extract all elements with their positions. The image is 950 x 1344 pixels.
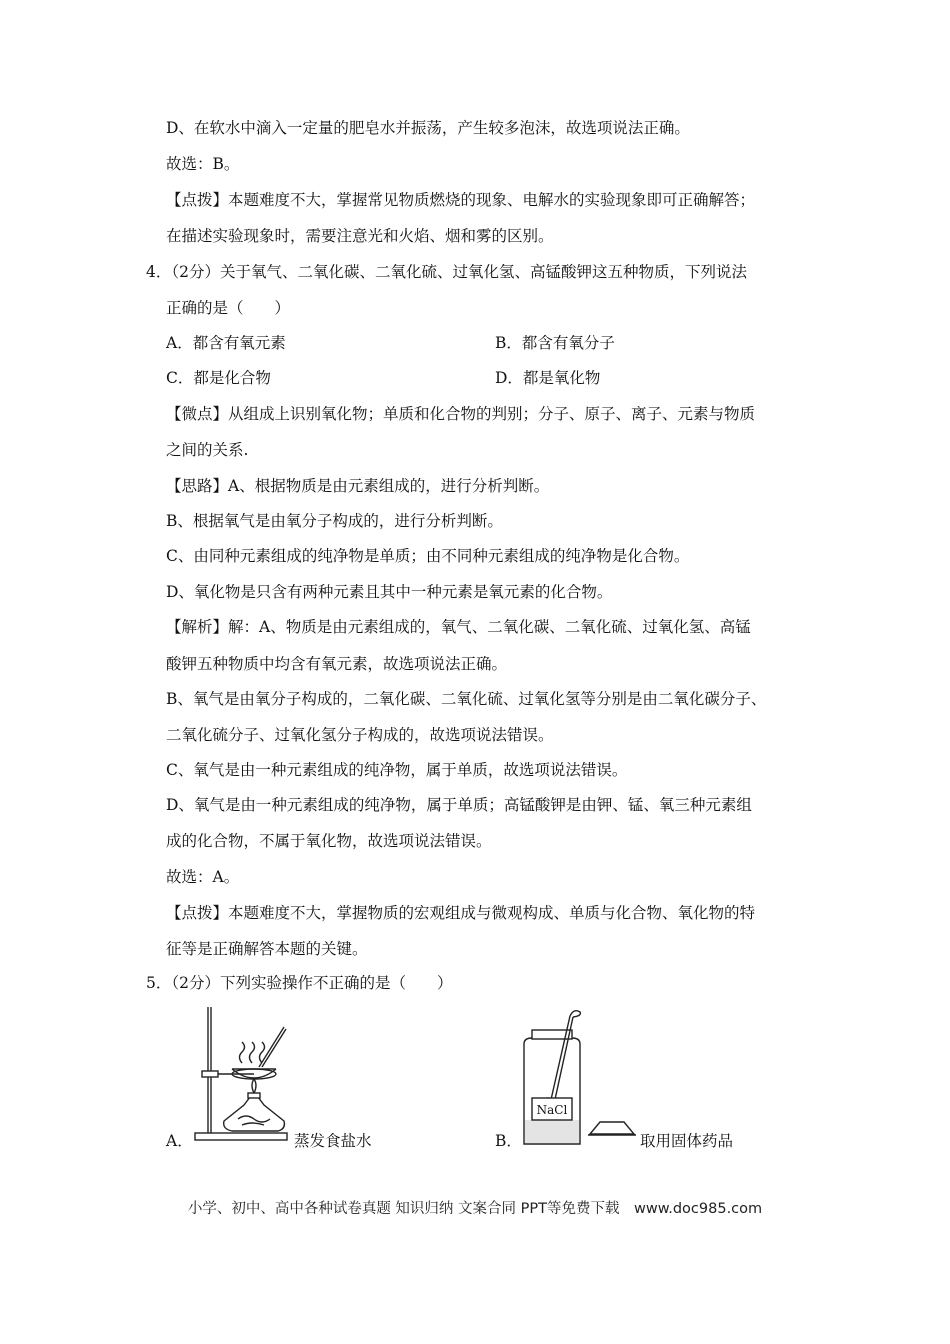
q3-tip-line1: 【点拨】本题难度不大，掌握常见物质燃烧的现象、电解水的实验现象即可正确解答； bbox=[166, 191, 756, 209]
q4-solution-line5: C、氧气是由一种元素组成的纯净物，属于单质，故选项说法错误。 bbox=[166, 761, 628, 779]
q4-tip-line1: 【点拨】本题难度不大，掌握物质的宏观组成与微观构成、单质与化合物、氧化物的特 bbox=[166, 904, 756, 922]
q4-stem-line1: 4．（2分）关于氧气、二氧化碳、二氧化硫、过氧化氢、高锰酸钾这五种物质，下列说法 bbox=[146, 263, 747, 281]
q3-tip-line2: 在描述实验现象时，需要注意光和火焰、烟和雾的区别。 bbox=[166, 227, 554, 245]
q4-option-a: A．都含有氧元素 bbox=[166, 334, 286, 352]
q4-answer: 故选：A。 bbox=[166, 868, 240, 886]
q4-point-line1: 【微点】从组成上识别氧化物；单质和化合物的判别；分子、原子、离子、元素与物质 bbox=[166, 405, 756, 423]
q4-idea-line4: D、氧化物是只含有两种元素且其中一种元素是氧元素的化合物。 bbox=[166, 583, 613, 601]
q4-idea-line1: 【思路】A、根据物质是由元素组成的，进行分析判断。 bbox=[166, 477, 550, 495]
q4-stem-line2: 正确的是（ ） bbox=[166, 299, 291, 317]
q5-stem: 5．（2分）下列实验操作不正确的是（ ） bbox=[146, 974, 453, 992]
q4-tip-line2: 征等是正确解答本题的关键。 bbox=[166, 940, 368, 958]
q4-solution-line4: 二氧化硫分子、过氧化氢分子构成的，故选项说法错误。 bbox=[166, 726, 554, 744]
q4-solution-line2: 酸钾五种物质中均含有氧元素，故选项说法正确。 bbox=[166, 655, 508, 673]
q4-option-d: D．都是氧化物 bbox=[495, 369, 601, 387]
q5-option-a-letter: A． bbox=[166, 1132, 193, 1150]
q4-solution-line1: 【解析】解：A、物质是由元素组成的，氧气、二氧化碳、二氧化硫、过氧化氢、高锰 bbox=[166, 618, 751, 636]
q4-point-line2: 之间的关系. bbox=[166, 441, 249, 459]
bottle-label-text: NaCl bbox=[536, 1103, 568, 1117]
q4-solution-line6: D、氧气是由一种元素组成的纯净物，属于单质；高锰酸钾是由钾、锰、氧三种元素组 bbox=[166, 796, 752, 814]
q3-answer: 故选：B。 bbox=[166, 155, 240, 173]
q4-solution-line3: B、氧气是由氧分子构成的，二氧化碳、二氧化硫、过氧化氢等分别是由二氧化碳分子、 bbox=[166, 690, 767, 708]
q4-idea-line3: C、由同种元素组成的纯净物是单质；由不同种元素组成的纯净物是化合物。 bbox=[166, 547, 690, 565]
q5-option-b-letter: B． bbox=[495, 1132, 522, 1150]
q5-option-a-caption: 蒸发食盐水 bbox=[294, 1132, 372, 1150]
page-footer: 小学、初中、高中各种试卷真题 知识归纳 文案合同 PPT等免费下载 www.doc985.com bbox=[187, 1201, 763, 1217]
q4-solution-line7: 成的化合物，不属于氧化物，故选项说法错误。 bbox=[166, 832, 492, 850]
solid-reagent-bottle-figure bbox=[518, 1008, 638, 1148]
q4-option-b: B．都含有氧分子 bbox=[495, 334, 615, 352]
q3-option-d-analysis: D、在软水中滴入一定量的肥皂水并振荡，产生较多泡沫，故选项说法正确。 bbox=[166, 119, 690, 137]
evaporation-apparatus-figure bbox=[192, 1005, 292, 1145]
q4-option-c: C．都是化合物 bbox=[166, 369, 271, 387]
q5-option-b-caption: 取用固体药品 bbox=[640, 1132, 734, 1150]
q4-idea-line2: B、根据氧气是由氧分子构成的，进行分析判断。 bbox=[166, 512, 503, 530]
